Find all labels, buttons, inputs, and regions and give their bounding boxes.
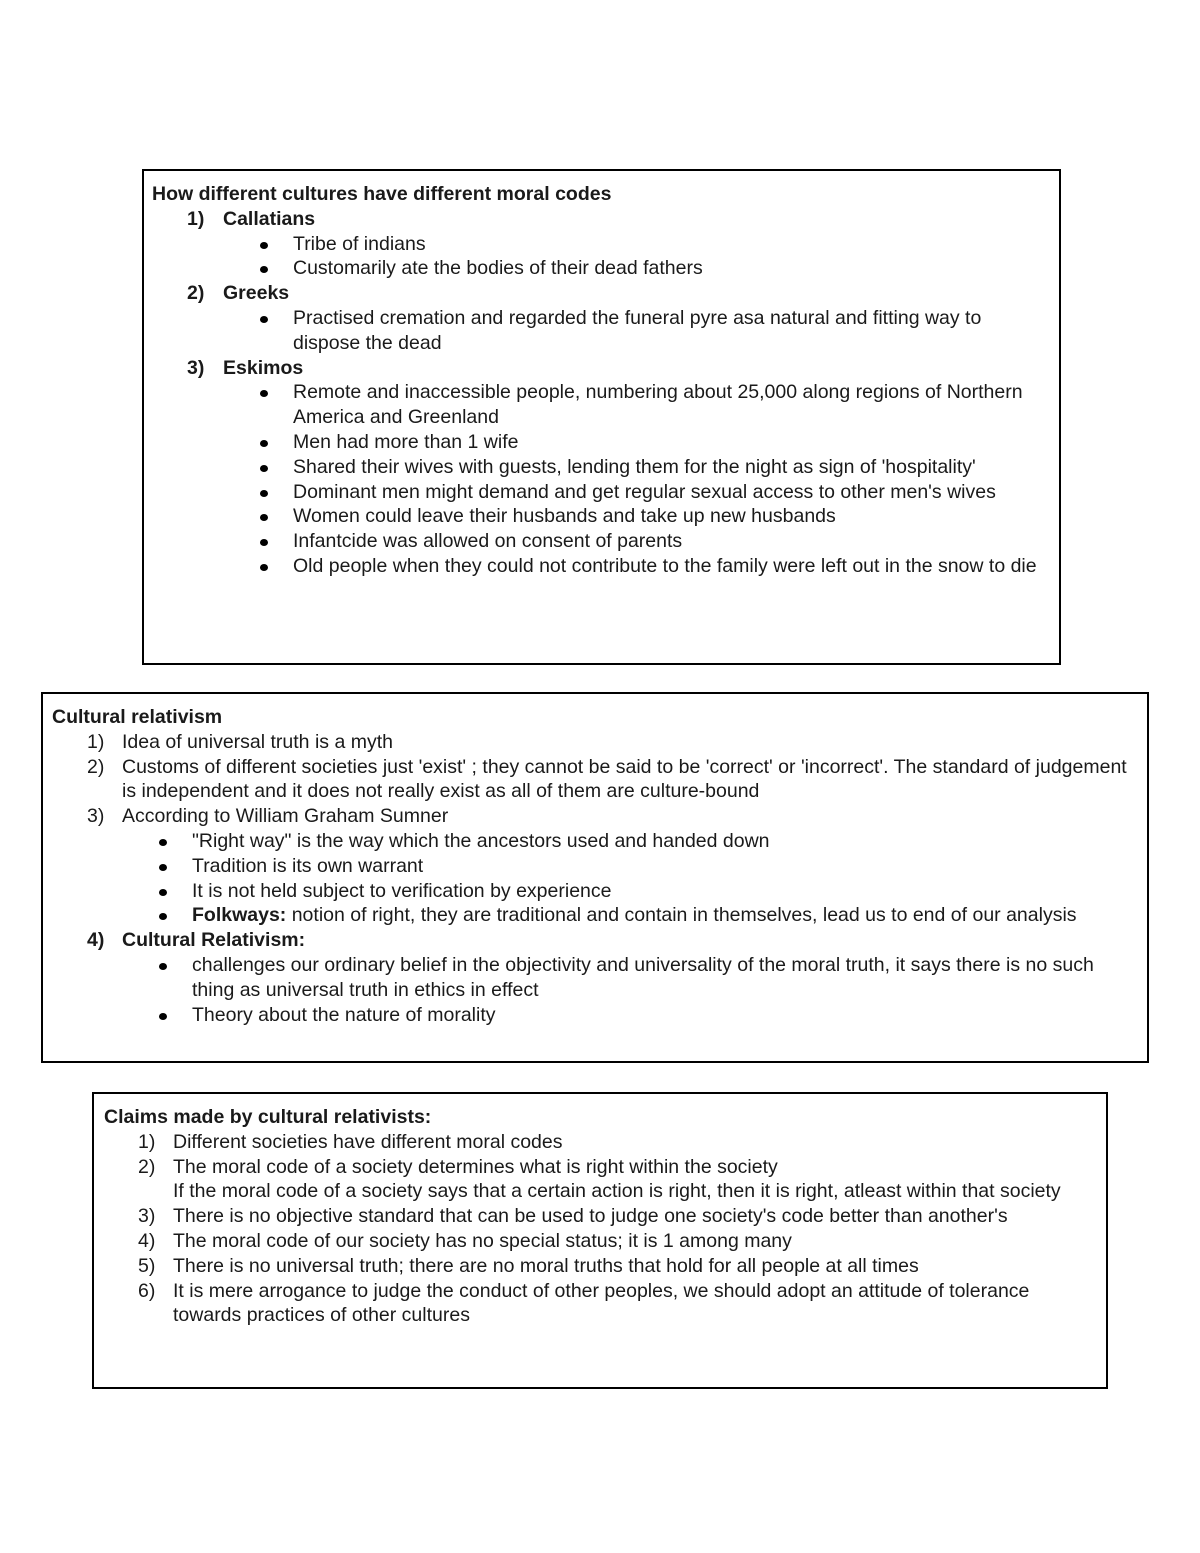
bullet-text: It is not held subject to verification by experience	[192, 879, 612, 902]
bullet-item	[144, 529, 1059, 554]
sumner-bullets	[43, 829, 1147, 903]
item-number: 1)	[87, 730, 105, 753]
culture-groups	[144, 207, 1059, 579]
bullet-text: Customarily ate the bodies of their dead fathers	[293, 257, 703, 280]
bullet-text: Women could leave their husbands and take up new husbands	[293, 505, 836, 528]
item-text: There is no universal truth; there are no moral truths that hold for all people at all times	[173, 1254, 919, 1277]
bullet-icon	[260, 242, 268, 249]
bullet-item	[144, 504, 1059, 529]
claim-item	[94, 1229, 1106, 1254]
bullet-text: Shared their wives with guests, lending them for the night as sign of 'hospitality'	[293, 455, 976, 478]
claims-list	[94, 1130, 1106, 1328]
bullet-item	[43, 829, 1147, 854]
section-title: Claims made by cultural relativists:	[104, 1106, 432, 1128]
claim-item	[94, 1279, 1106, 1329]
bullet-text: Old people when they could not contribute to the family were left out in the snow to die	[293, 554, 1037, 577]
item-number: 4)	[138, 1229, 156, 1252]
culture-name: Callatians	[223, 207, 316, 230]
bullet-text: Dominant men might demand and get regular sexual access to other men's wives	[293, 480, 996, 503]
bullet-item	[43, 854, 1147, 879]
bullet-icon	[260, 266, 268, 273]
bullet-text: Remote and inaccessible people, numbering about 25,000 along regions of Northern America and Greenland	[293, 381, 1023, 429]
culture-heading	[144, 356, 1059, 381]
bullet-item	[144, 455, 1059, 480]
bullet-icon	[260, 490, 268, 497]
item-text: Different societies have different moral codes	[173, 1130, 563, 1153]
bullet-text: Theory about the nature of morality	[192, 1003, 496, 1026]
item-number: 1)	[138, 1130, 156, 1153]
claims-box	[92, 1092, 1108, 1389]
bullet-item	[43, 953, 1147, 1003]
bullet-icon	[159, 913, 167, 920]
section-title: Cultural relativism	[52, 706, 223, 728]
list-item	[43, 755, 1147, 805]
list-item	[43, 804, 1147, 829]
bullet-icon	[159, 963, 167, 970]
item-number: 3)	[187, 356, 205, 379]
bullet-item	[144, 380, 1059, 430]
list-item-4	[43, 928, 1147, 953]
item-text: According to William Graham Sumner	[122, 805, 449, 828]
bullet-text: Infantcide was allowed on consent of parents	[293, 530, 683, 553]
bullet-icon	[159, 889, 167, 896]
item-number: 4)	[87, 929, 105, 952]
bullet-text: challenges our ordinary belief in the objectivity and universality of the moral truth, it says there is no such thing as universal truth in ethics in effect	[192, 953, 1094, 1001]
item-number: 5)	[138, 1254, 156, 1277]
item-text: The moral code of our society has no special status; it is 1 among many	[173, 1229, 792, 1252]
bullet-item	[144, 306, 1059, 356]
bullet-item	[43, 1003, 1147, 1028]
item-text: It is mere arrogance to judge the conduct of other peoples, we should adopt an attitude of tolerance towards practices of other cultures	[173, 1279, 1030, 1327]
bullet-icon	[260, 539, 268, 546]
bullet-item	[144, 430, 1059, 455]
item-number: 3)	[87, 805, 105, 828]
item-text: There is no objective standard that can be used to judge one society's code better than another's	[173, 1205, 1008, 1228]
bullet-item	[144, 256, 1059, 281]
moral-codes-box	[142, 169, 1061, 665]
bullet-item	[144, 554, 1059, 579]
item-text: Idea of universal truth is a myth	[122, 730, 393, 753]
section-title: How different cultures have different moral codes	[152, 183, 612, 205]
bullet-item	[43, 879, 1147, 904]
item-extra-text: If the moral code of a society says that a certain action is right, then it is right, atleast within that society	[173, 1180, 1061, 1203]
item-text: Customs of different societies just 'exist' ; they cannot be said to be 'correct' or 'incorrect'. The standard of judgement is independent and it does not really exist as all of them are culture-bound	[122, 755, 1127, 803]
bullet-item	[144, 232, 1059, 257]
bullet-item-folkways	[43, 903, 1147, 928]
list-item	[43, 730, 1147, 755]
item-number: 3)	[138, 1205, 156, 1228]
folkways-text: notion of right, they are traditional and contain in themselves, lead us to end of our analysis	[286, 904, 1077, 927]
culture-heading	[144, 207, 1059, 232]
bullet-text: Men had more than 1 wife	[293, 430, 519, 453]
bullet-text: Practised cremation and regarded the funeral pyre asa natural and fitting way to dispose the dead	[293, 306, 982, 354]
bullet-icon	[159, 1013, 167, 1020]
cultural-relativism-bullets	[43, 953, 1147, 1027]
bullet-icon	[260, 440, 268, 447]
culture-heading	[144, 281, 1059, 306]
culture-name: Eskimos	[223, 356, 304, 379]
bullet-text: "Right way" is the way which the ancestors used and handed down	[192, 829, 770, 852]
item-number: 1)	[187, 207, 205, 230]
item-text: The moral code of a society determines what is right within the society	[173, 1155, 778, 1178]
claim-item	[94, 1204, 1106, 1229]
item-number: 6)	[138, 1279, 156, 1302]
bullet-icon	[260, 514, 268, 521]
bullet-item	[144, 480, 1059, 505]
bullet-text: Tradition is its own warrant	[192, 854, 424, 877]
cultural-relativism-box	[41, 692, 1149, 1063]
item-label: Cultural Relativism:	[122, 929, 306, 952]
bullet-icon	[260, 316, 268, 323]
bullet-icon	[260, 564, 268, 571]
item-number: 2)	[187, 282, 205, 305]
claim-item	[94, 1254, 1106, 1279]
bullet-icon	[260, 390, 268, 397]
folkways-label: Folkways:	[192, 904, 287, 927]
item-number: 2)	[87, 755, 105, 778]
claim-item	[94, 1155, 1106, 1205]
item-number: 2)	[138, 1155, 156, 1178]
culture-name: Greeks	[223, 282, 290, 305]
bullet-icon	[159, 839, 167, 846]
bullet-text: Tribe of indians	[293, 232, 426, 255]
bullet-icon	[159, 864, 167, 871]
bullet-icon	[260, 465, 268, 472]
relativism-items	[43, 730, 1147, 829]
claim-item	[94, 1130, 1106, 1155]
